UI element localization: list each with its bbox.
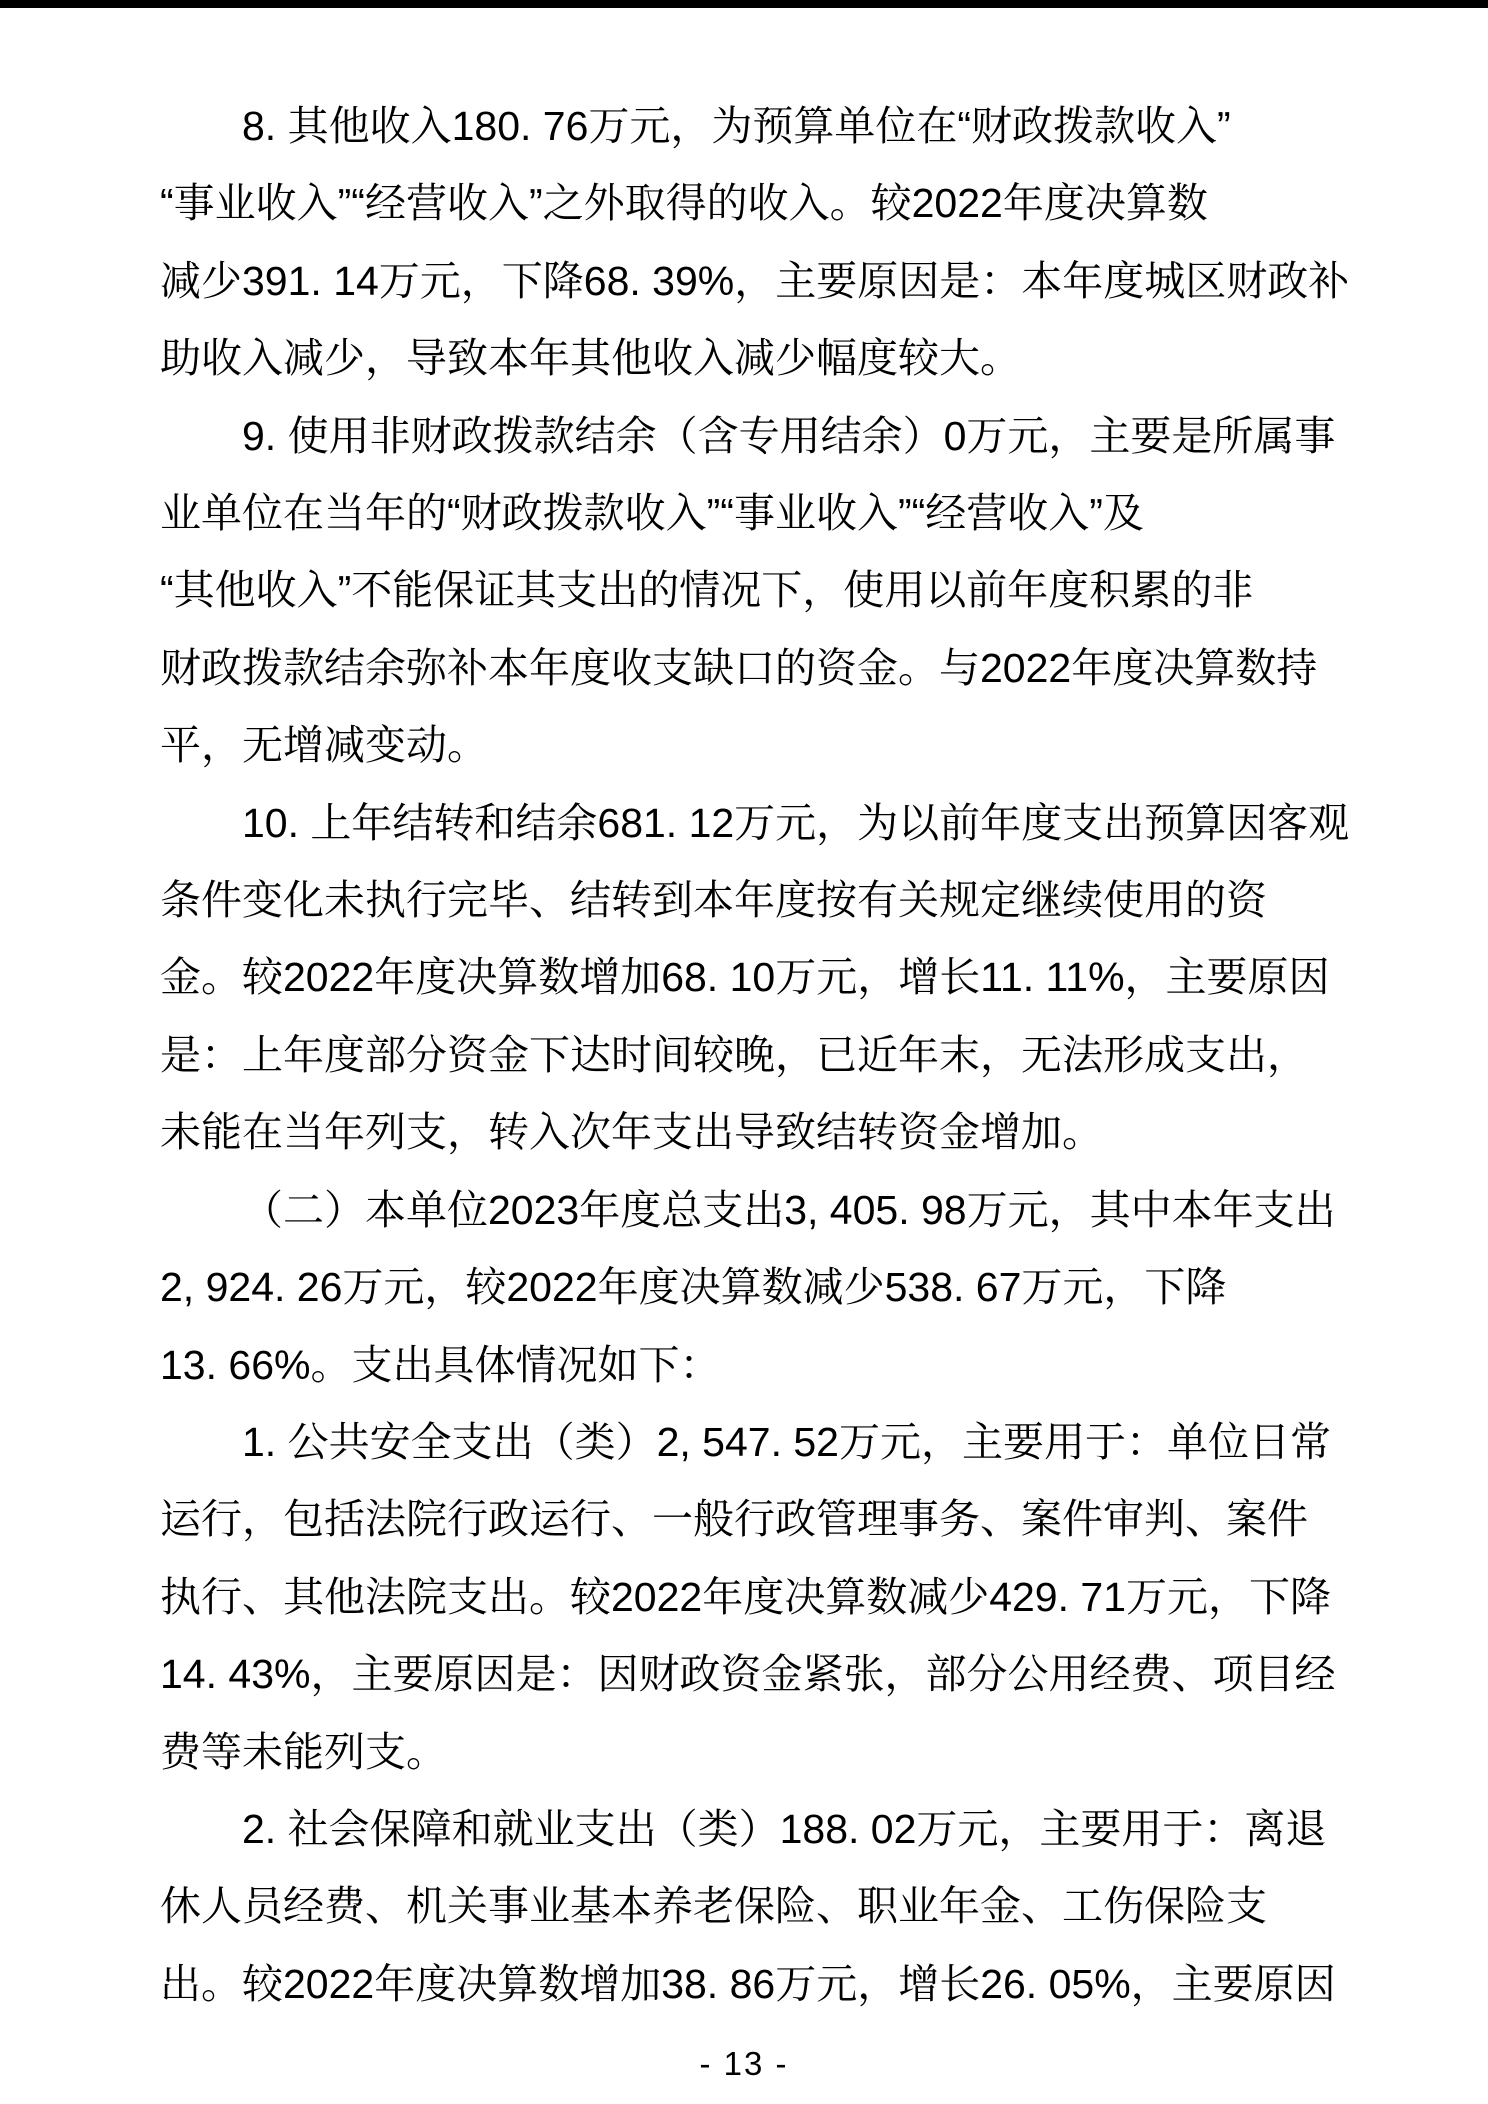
text-line: 条件变化未执行完毕、结转到本年度按有关规定继续使用的资 — [160, 877, 1267, 924]
text-line: 休人员经费、机关事业基本养老保险、职业年金、工伤保险支 — [160, 1883, 1267, 1930]
text-line: 14. 43%，主要原因是：因财政资金紧张，部分公用经费、项目经 — [160, 1651, 1336, 1698]
text-line: 助收入减少，导致本年其他收入减少幅度较大。 — [160, 335, 1021, 382]
text-line: 执行、其他法院支出。较2022年度决算数减少429. 71万元，下降 — [160, 1573, 1331, 1620]
text-line: “事业收入”“经营收入”之外取得的收入。较2022年度决算数 — [160, 180, 1208, 227]
text-line: 金。较2022年度决算数增加68. 10万元，增长11. 11%，主要原因 — [160, 954, 1330, 1001]
text-line: 2. 社会保障和就业支出（类）188. 02万元，主要用于：离退 — [242, 1805, 1327, 1852]
page-number: - 13 - — [699, 2045, 789, 2082]
text-line: 财政拨款结余弥补本年度收支缺口的资金。与2022年度决算数持 — [160, 644, 1318, 691]
text-line: 业单位在当年的“财政拨款收入”“事业收入”“经营收入”及 — [160, 490, 1144, 537]
text-line: （二）本单位2023年度总支出3, 405. 98万元，其中本年支出 — [242, 1186, 1336, 1233]
text-line: 平，无增减变动。 — [160, 722, 488, 769]
scan-edge-bar — [0, 0, 1488, 8]
text-line: 2, 924. 26万元，较2022年度决算数减少538. 67万元，下降 — [160, 1264, 1227, 1311]
text-line: 是：上年度部分资金下达时间较晚，已近年末，无法形成支出， — [160, 1031, 1308, 1078]
text-line: 10. 上年结转和结余681. 12万元，为以前年度支出预算因客观 — [242, 799, 1350, 846]
text-line: 13. 66%。支出具体情况如下： — [160, 1341, 721, 1388]
text-line: “其他收入”不能保证其支出的情况下，使用以前年度积累的非 — [160, 567, 1254, 614]
text-line: 9. 使用非财政拨款结余（含专用结余）0万元，主要是所属事 — [242, 412, 1336, 459]
text-line: 减少391. 14万元，下降68. 39%，主要原因是：本年度城区财政补 — [160, 257, 1350, 304]
text-line: 8. 其他收入180. 76万元，为预算单位在“财政拨款收入” — [242, 103, 1231, 149]
text-line: 费等未能列支。 — [160, 1728, 447, 1775]
document-body — [160, 88, 1350, 2023]
text-line: 出。较2022年度决算数增加38. 86万元，增长26. 05%，主要原因 — [160, 1960, 1336, 2007]
text-line: 运行，包括法院行政运行、一般行政管理事务、案件审判、案件 — [160, 1496, 1308, 1543]
text-line: 1. 公共安全支出（类）2, 547. 52万元，主要用于：单位日常 — [242, 1418, 1331, 1465]
text-line: 未能在当年列支，转入次年支出导致结转资金增加。 — [160, 1109, 1103, 1156]
